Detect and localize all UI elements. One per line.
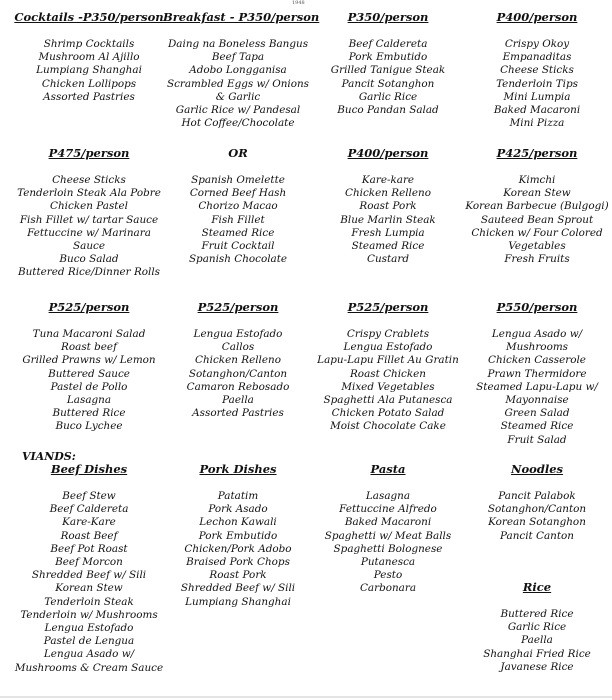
menu-item: Lasagna: [66, 394, 112, 407]
menu-item: Mixed Vegetables: [341, 380, 435, 393]
menu-item: Spaghetti w/ Meat Balls: [324, 529, 452, 542]
section-header: P425/person: [496, 146, 578, 160]
menu-item: Lengua Estofado: [44, 622, 134, 635]
menu-item: Pork Embutido: [348, 51, 428, 64]
menu-column: [462, 10, 612, 130]
menu-item: Lengua Asado w/: [43, 648, 135, 661]
section-header: P400/person: [496, 10, 578, 24]
menu-item: Putanesca: [360, 556, 416, 569]
menu-item: Korean Stew: [503, 187, 571, 200]
item-list: [462, 38, 612, 130]
menu-item: Baked Macaroni: [493, 104, 581, 117]
menu-item: Chicken Relleno: [195, 354, 281, 367]
menu-item: Kare-Kare: [62, 516, 116, 529]
menu-item: Tuna Macaroni Salad: [32, 328, 146, 340]
menu-column: [163, 10, 320, 130]
item-list: [163, 490, 313, 609]
menu-item: Buttered Sauce: [48, 367, 130, 380]
menu-item: Baked Macaroni: [344, 516, 432, 529]
menu-item: Buttered Rice/Dinner Rolls: [17, 266, 161, 279]
menu-item: Spanish Chocolate: [188, 253, 288, 266]
menu-item: Chorizo Macao: [198, 200, 278, 213]
menu-item: Scrambled Eggs w/ Onions: [166, 77, 310, 90]
menu-item: Roast Pork: [359, 200, 417, 213]
section-header: Pasta: [370, 462, 406, 476]
section-header: Noodles: [510, 462, 564, 476]
menu-item: Beef Stew: [62, 490, 116, 502]
item-list: [313, 328, 463, 434]
corner-mark: 1948: [292, 0, 305, 6]
menu-item: Grilled Prawns w/ Lemon: [22, 354, 156, 367]
menu-item: Lumpiang Shanghai: [36, 64, 142, 77]
menu-item: Buco Salad: [59, 253, 119, 266]
menu-item: Shanghai Fried Rice: [483, 647, 591, 660]
menu-item: Steamed Rice: [500, 420, 574, 433]
menu-item: Kare-kare: [361, 174, 415, 186]
menu-item: Tenderloin w/ Mushrooms: [20, 608, 158, 621]
section-header: Beef Dishes: [50, 462, 128, 476]
menu-item: Daing na Boneless Bangus: [167, 38, 309, 50]
menu-item: Sauce: [73, 240, 105, 253]
menu-item: Roast Pork: [209, 569, 267, 582]
menu-column: [462, 580, 612, 674]
section-header: Breakfast - P350/person: [163, 10, 320, 24]
item-list: [14, 38, 164, 104]
menu-item: Fruit Salad: [507, 433, 567, 446]
menu-column: [163, 146, 313, 266]
menu-item: Pancit Sotanghon: [341, 77, 435, 90]
menu-column: [14, 146, 164, 280]
menu-item: Fish Fillet: [211, 213, 265, 226]
item-list: [313, 174, 463, 266]
menu-item: Pancit Canton: [500, 529, 574, 542]
menu-item: Pastel de Pollo: [50, 380, 128, 393]
menu-column: [163, 462, 313, 609]
menu-item: Steamed Rice: [351, 240, 425, 253]
section-header: P525/person: [48, 300, 130, 314]
item-list: [14, 328, 164, 434]
item-list: [14, 490, 164, 675]
menu-item: Empanaditas: [502, 51, 572, 64]
menu-item: Buttered Rice: [500, 608, 574, 620]
menu-item: Spaghetti Bolognese: [333, 542, 443, 555]
menu-item: Lumpiang Shanghai: [185, 595, 291, 608]
menu-item: Lengua Estofado: [193, 328, 283, 340]
menu-item: Korean Sotanghon: [488, 516, 586, 529]
menu-item: Chicken Pastel: [50, 200, 128, 213]
menu-item: Lechon Kawali: [199, 516, 277, 529]
menu-column: [14, 10, 164, 104]
menu-item: Crispy Okoy: [504, 38, 570, 50]
menu-column: [14, 462, 164, 675]
menu-item: Beef Pot Roast: [50, 542, 128, 555]
menu-item: Green Salad: [504, 407, 570, 420]
menu-item: Mayonnaise: [505, 394, 569, 407]
section-header: P350/person: [347, 10, 429, 24]
bottom-divider: [0, 696, 612, 698]
menu-item: Cheese Sticks: [52, 174, 126, 186]
section-header: P475/person: [48, 146, 130, 160]
item-list: [462, 608, 612, 674]
menu-item: Lengua Estofado: [343, 341, 433, 354]
menu-column: [462, 300, 612, 447]
item-list: [313, 38, 463, 117]
menu-item: Prawn Thermidore: [487, 367, 587, 380]
section-header: P525/person: [347, 300, 429, 314]
menu-item: Garlic Rice: [358, 90, 418, 103]
menu-column: [313, 10, 463, 117]
menu-item: Shredded Beef w/ Sili: [180, 582, 296, 595]
menu-item: Pesto: [373, 569, 403, 582]
menu-item: Pastel de Lengua: [43, 635, 135, 648]
menu-item: Garlic Rice w/ Pandesal: [175, 104, 301, 117]
menu-item: Chicken/Pork Adobo: [184, 542, 292, 555]
menu-item: Custard: [367, 253, 409, 266]
menu-item: Carbonara: [359, 582, 417, 595]
menu-item: Beef Morcon: [55, 556, 123, 569]
menu-item: Chicken Lollipops: [41, 77, 137, 90]
item-list: [462, 174, 612, 266]
menu-item: Camaron Rebosado: [186, 380, 290, 393]
menu-item: Grilled Tanigue Steak: [330, 64, 446, 77]
menu-item: Fresh Fruits: [504, 253, 570, 266]
menu-item: Mini Pizza: [509, 117, 565, 130]
menu-item: Steamed Lapu-Lapu w/: [476, 380, 598, 393]
item-list: [313, 490, 463, 596]
section-header: Pork Dishes: [199, 462, 277, 476]
item-list: [462, 490, 612, 543]
menu-item: Pork Embutido: [198, 529, 278, 542]
section-header: Rice: [522, 580, 552, 594]
menu-item: Mushrooms & Cream Sauce: [14, 661, 164, 674]
menu-item: Steamed Rice: [201, 226, 275, 239]
menu-item: Fresh Lumpia: [351, 226, 425, 239]
menu-item: Pork Asado: [208, 503, 268, 516]
menu-item: Vegetables: [508, 240, 566, 253]
menu-item: Chicken w/ Four Colored: [471, 226, 603, 239]
menu-column: [313, 462, 463, 596]
menu-item: Roast Beef: [60, 529, 118, 542]
menu-item: Blue Marlin Steak: [340, 213, 436, 226]
menu-item: Braised Pork Chops: [186, 556, 290, 569]
menu-item: Callos: [221, 341, 255, 354]
menu-item: Sotanghon/Canton: [487, 503, 587, 516]
menu-item: Pancit Palabok: [498, 490, 576, 502]
menu-item: Assorted Pastries: [192, 407, 284, 420]
menu-item: Javanese Rice: [500, 660, 574, 673]
section-header: P400/person: [347, 146, 429, 160]
menu-item: Fish Fillet w/ tartar Sauce: [19, 213, 159, 226]
menu-item: Paella: [521, 634, 553, 647]
menu-item: Fruit Cocktail: [201, 240, 275, 253]
menu-item: Mushrooms: [505, 341, 569, 354]
item-list: [163, 328, 313, 420]
menu-item: Tenderloin Tips: [496, 77, 578, 90]
menu-item: Fettuccine Alfredo: [339, 503, 437, 516]
menu-item: Beef Caldereta: [49, 503, 129, 516]
menu-item: Sotanghon/Canton: [188, 367, 288, 380]
viands-label: VIANDS:: [22, 450, 76, 463]
section-header: P525/person: [197, 300, 279, 314]
menu-item: Tenderloin Steak Ala Pobre: [17, 187, 161, 200]
menu-item: Shredded Beef w/ Sili: [31, 569, 147, 582]
menu-item: Mini Lumpia: [503, 90, 571, 103]
menu-column: [462, 462, 612, 543]
menu-column: [313, 300, 463, 434]
menu-item: Adobo Longganisa: [189, 64, 287, 77]
menu-item: Patatim: [217, 490, 259, 502]
menu-item: Lasagna: [365, 490, 411, 502]
menu-column: [14, 300, 164, 434]
menu-item: Korean Stew: [55, 582, 123, 595]
menu-item: Lapu-Lapu Fillet Au Gratin: [317, 354, 459, 367]
menu-item: & Garlic: [215, 90, 261, 103]
menu-item: Assorted Pastries: [43, 90, 135, 103]
menu-column: [462, 146, 612, 266]
item-list: [462, 328, 612, 447]
menu-column: [313, 146, 463, 266]
menu-item: Buttered Rice: [52, 407, 126, 420]
menu-item: Roast Chicken: [349, 367, 426, 380]
menu-item: Moist Chocolate Cake: [330, 420, 446, 433]
section-header: P550/person: [496, 300, 578, 314]
menu-item: Lengua Asado w/: [491, 328, 583, 340]
item-list: [14, 174, 164, 280]
menu-item: Shrimp Cocktails: [43, 38, 135, 50]
item-list: [163, 38, 313, 130]
menu-item: Chicken Relleno: [345, 187, 431, 200]
menu-item: Beef Tapa: [211, 51, 265, 64]
menu-column: [163, 300, 313, 420]
section-header: Cocktails -P350/person: [14, 10, 164, 24]
menu-item: Korean Barbecue (Bulgogi): [465, 200, 609, 213]
menu-item: Crispy Crablets: [346, 328, 430, 340]
menu-item: Spanish Omelette: [191, 174, 285, 186]
menu-item: Beef Caldereta: [348, 38, 428, 50]
menu-item: Roast beef: [61, 341, 117, 354]
menu-item: Paella: [222, 394, 254, 407]
menu-item: Garlic Rice: [507, 621, 567, 634]
menu-item: Buco Lychee: [55, 420, 123, 433]
menu-item: Tenderloin Steak: [44, 595, 134, 608]
menu-item: Mushroom Al Ajillo: [38, 51, 140, 64]
menu-item: Spaghetti Ala Putanesca: [323, 394, 453, 407]
menu-item: Sauteed Bean Sprout: [480, 213, 594, 226]
menu-item: Buco Pandan Salad: [337, 104, 439, 117]
section-header: OR: [228, 146, 248, 160]
menu-item: Cheese Sticks: [500, 64, 574, 77]
menu-item: Fettuccine w/ Marinara: [27, 226, 151, 239]
menu-item: Hot Coffee/Chocolate: [181, 117, 295, 130]
menu-item: Corned Beef Hash: [189, 187, 287, 200]
menu-item: Chicken Potato Salad: [331, 407, 445, 420]
menu-item: Chicken Casserole: [488, 354, 586, 367]
menu-item: Kimchi: [518, 174, 556, 186]
item-list: [163, 174, 313, 266]
